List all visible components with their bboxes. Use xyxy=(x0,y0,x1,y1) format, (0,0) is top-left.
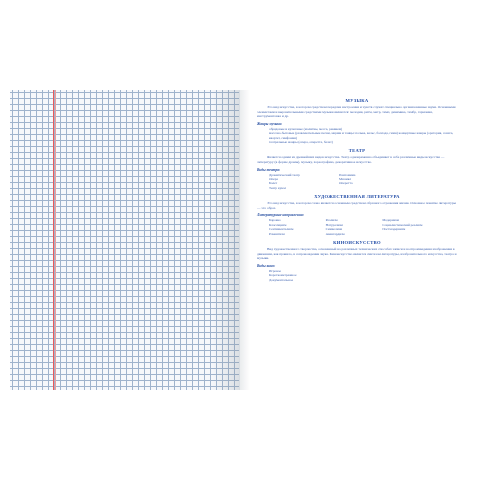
literature-direction: Постмодернизм xyxy=(382,227,406,232)
music-paragraph: Это вид искусства, в котором средством передачи настроения и чувств служат специально организованные звуки. Основными элементами и выразительными средствами музыки являются: мелодия, ритм, метр, темп, динамика, тембр, гармония, инструментовка и др. xyxy=(257,105,456,119)
literature-direction xyxy=(382,232,439,236)
literature-directions-list xyxy=(257,218,439,236)
literature-direction: Сентиментализм xyxy=(269,227,294,232)
theatre-types-title: Виды театра: xyxy=(257,167,281,172)
theatre-paragraph: Является одним из древнейших видов искусства. Театр одновременно объединяет в себе различные виды искусства — литературу (в форме драмы), музыку, хореографию, декоративное искусство. xyxy=(257,155,445,164)
music-genres-title: Жанры музыки: xyxy=(257,121,283,126)
literature-direction: Реализм xyxy=(325,218,338,223)
literature-directions-title: Литературные направления: xyxy=(257,213,304,218)
reference-content xyxy=(257,98,457,282)
theatre-type: Мюзикл xyxy=(339,177,352,181)
music-genre-item: массово-бытовые (развлекательные песни, марши и танцы: полька, вальс, баллада, гимн) концертные жанры (оратория, соната, квартет, симфония) xyxy=(269,131,454,140)
literature-direction: Символизм xyxy=(325,227,343,232)
cinema-paragraph: Вид художественного творчества, основанный на различных технических способах записи и воспроизведения изображения в движении, как правило, в сопровождении звука. Киноискусство является синтезом литературы, изобразительного искусства, театра и музыки. xyxy=(257,247,457,261)
music-genre-item: обрядовые и культовые (молитвы, месса, реквием) xyxy=(269,126,343,131)
theatre-type: Пантомима xyxy=(339,172,356,177)
theatre-types-list xyxy=(257,173,409,191)
grid-page xyxy=(10,90,240,390)
literature-direction: Классицизм xyxy=(269,222,287,227)
cinema-heading: КИНОИСКУССТВО xyxy=(333,240,381,246)
literature-direction: Социалистический реализм xyxy=(382,222,423,227)
theatre-type: Балет xyxy=(269,181,278,186)
literature-heading: ХУДОЖЕСТВЕННАЯ ЛИТЕРАТУРА xyxy=(314,194,400,200)
cinema-type: Документальное xyxy=(269,277,294,282)
theatre-type: Оперетта xyxy=(339,181,353,186)
literature-direction: Барокко xyxy=(269,218,281,223)
cinema-type: Короткометражное xyxy=(269,273,297,278)
open-notebook xyxy=(10,90,470,390)
cinema-types-title: Виды кино: xyxy=(257,263,276,268)
theatre-type: Драматический театр xyxy=(269,172,300,177)
literature-direction: Натурализм xyxy=(325,222,343,227)
theatre-type: Театр кукол xyxy=(269,185,287,190)
theatre-type xyxy=(339,186,409,190)
literature-direction: Авангардизм xyxy=(325,231,345,236)
theatre-type: Опера xyxy=(269,177,278,181)
margin-line xyxy=(53,90,54,390)
music-heading: МУЗЫКА xyxy=(345,98,369,103)
literature-paragraph: Это вид искусства, в котором слово является основным средством образного отражения жизни. Основное понятие литературы — это образ. xyxy=(257,201,456,210)
literature-direction: Модернизм xyxy=(382,218,399,223)
margin-line-secondary xyxy=(55,90,56,390)
literature-direction: Романтизм xyxy=(269,231,285,236)
cinema-type: Игровое xyxy=(269,268,282,273)
music-genre-item: театральные жанры (опера, оперетта, балет) xyxy=(269,140,333,144)
reference-page xyxy=(239,90,471,390)
theatre-heading: ТЕАТР xyxy=(348,148,366,154)
